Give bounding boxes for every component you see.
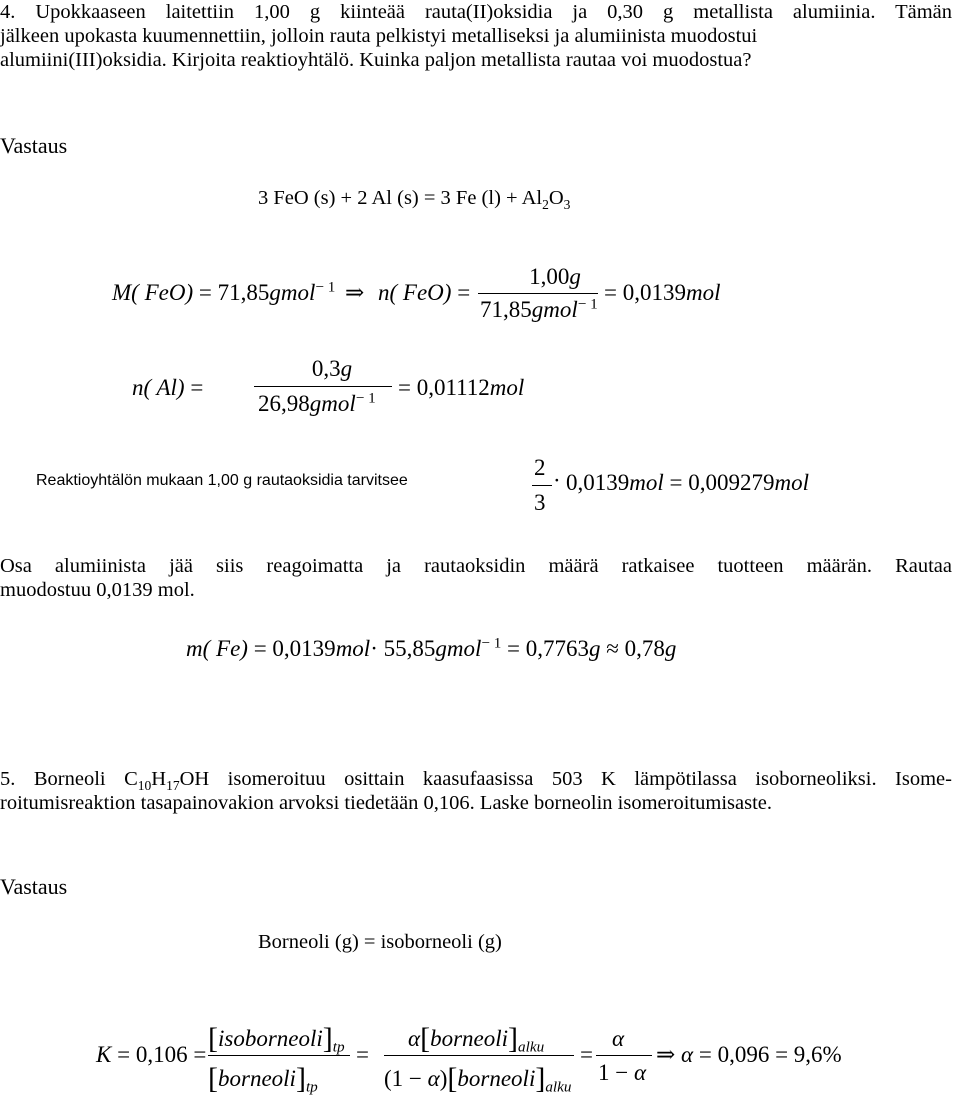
mass-molar-exponent: − 1 [481,634,502,652]
question-4 [0,0,952,72]
reaction-equation-1 [258,187,571,213]
reaction-equation-2: Borneoli (g) = isoborneoli (g) [258,931,502,953]
tp-subscript: tp [332,1038,345,1056]
ratio-fraction-bar [532,485,552,486]
reaction-1-sub-1: 2 [542,197,549,213]
equilibrium-constant-symbol: K [96,1042,112,1067]
denominator-value: 71,85 [480,297,532,322]
answer-heading-2: Vastaus [0,874,68,899]
fraction-3-denominator [598,1060,646,1086]
molar-mass-symbol: M [112,280,132,305]
isoborneoli-term: isoborneoli [218,1026,323,1051]
al-denominator-value: 26,98 [258,391,310,416]
al-result-unit: mol [489,375,525,400]
paren-close: ) [439,1066,448,1091]
al-denominator-unit: gmol [309,391,356,416]
conclusion-line-2: muodostuu 0,0139 mol. [0,579,195,601]
al-numerator-unit: g [340,356,353,381]
amount-al-equals: = [190,375,204,400]
ratio-dot: · [553,468,561,493]
fraction-2-numerator [408,1020,544,1054]
mass-molar-unit: gmol [435,636,482,661]
question-5 [0,767,952,815]
isomerization-degree: = 0,096 = 9,6% [698,1042,842,1067]
bracket-close: ] [322,1022,333,1055]
mass-molar-value: 55,85 [383,636,436,661]
molar-mass-argument: ( FeO) [131,280,194,305]
amount-symbol: n [378,280,390,305]
ratio-numerator: 2 [534,455,546,480]
alpha-symbol: α [681,1042,694,1067]
fraction-bar-al [254,386,392,387]
molar-mass-feo-expression [112,280,335,306]
ratio-result-value: = 0,009279 [669,470,775,495]
mass-symbol: m [186,636,203,661]
fraction-3-numerator [612,1026,624,1052]
ratio-value: 0,0139 [566,470,630,495]
answer-heading-1: Vastaus [0,133,68,158]
al-result-value: = 0,01112 [398,375,490,400]
amount-al-result [398,375,524,401]
question-5-line-1 [0,767,952,794]
reaction-1-sub-2: 3 [563,197,571,213]
mass-fe-expression [186,636,676,662]
mass-approx-unit: g [664,636,677,661]
bracket-close: ] [535,1062,546,1095]
fraction-feo-numerator [508,264,602,290]
ratio-expression [566,470,809,496]
fraction-bar-feo [478,293,598,294]
implies-symbol-1: ⇒ [345,280,365,305]
amount-argument: ( FeO) [389,280,452,305]
equilibrium-result [656,1042,842,1068]
question-5-rest: OH isomeroituu osittain kaasufaasissa 503 K lämpötilassa isoborneoliksi. Isome- [179,768,952,790]
numerator-unit: g [569,264,581,289]
fraction-1-numerator [208,1020,345,1054]
equals-3: = [580,1042,593,1067]
numerator-value: 1,00 [529,264,570,289]
bracket-open: [ [208,1062,218,1095]
hydrogen-symbol: H [151,768,167,790]
denominator-exponent: − 1 [577,295,598,313]
bracket-open: [ [447,1062,458,1095]
question-5-line-2: roitumisreaktion tasapainovakion arvoksi tiedetään 0,106. Laske borneolin isomeroitumisaste. [0,792,772,814]
mass-approx-value: 0,78 [624,636,665,661]
tp-subscript: tp [305,1078,318,1096]
alpha-symbol: α [408,1026,421,1051]
mass-result-unit: g [589,636,601,661]
bracket-open: [ [208,1022,218,1055]
mass-amount-value: = 0,0139 [253,636,336,661]
molar-mass-unit: gmol [269,280,316,305]
question-4-line-2: jälkeen upokasta kuumennettiin, jolloin rauta pelkistyi metalliseksi ja alumiinista muodostui [0,25,758,47]
question-5-start: 5. Borneoli C [0,768,138,790]
mass-dot: · [370,636,378,661]
fraction-bar-1 [208,1055,350,1056]
amount-feo-result [604,280,720,306]
equals-2: = [356,1042,369,1067]
carbon-subscript: 10 [137,778,152,794]
fraction-2-denominator [384,1060,571,1094]
borneoli-term: borneoli [430,1026,509,1051]
borneoli-term: borneoli [457,1066,536,1091]
amount-equals: = [457,280,471,305]
ratio-denominator: 3 [534,490,546,515]
equilibrium-lhs [96,1042,206,1068]
molar-mass-value: = 71,85 [198,280,270,305]
ratio-result-unit: mol [774,470,809,495]
alpha-symbol: α [427,1066,440,1091]
mass-result-value: = 0,7763 [507,636,590,661]
implies-symbol-2: ⇒ [656,1042,676,1067]
fraction-bar-3 [596,1055,652,1056]
alpha-symbol: α [612,1026,625,1051]
result-value: = 0,0139 [604,280,686,305]
fraction-bar-2 [384,1055,574,1056]
al-numerator-value: 0,3 [311,356,341,381]
amount-al-symbol: n [132,375,144,400]
amount-al-argument: ( Al) [143,375,185,400]
question-4-line-3: alumiini(III)oksidia. Kirjoita reaktioyhtälö. Kuinka paljon metallista rautaa voi muodostua? [0,49,752,71]
conclusion-paragraph [0,554,952,602]
mass-argument: ( Fe) [202,636,248,661]
equilibrium-constant-value: = 0,106 = [117,1042,207,1067]
conclusion-line-1: Osa alumiinista jää siis reagoimatta ja rautaoksidin määrä ratkaisee tuotteen määrän. Rautaa [0,555,952,577]
fraction-al-denominator [258,391,376,417]
alku-subscript: alku [518,1038,545,1056]
ratio-unit: mol [629,470,664,495]
ratio-text: Reaktioyhtälön mukaan 1,00 g rautaoksidia tarvitsee [36,472,408,489]
one-minus: (1 − [384,1066,422,1091]
al-denominator-exponent: − 1 [355,389,376,407]
one-minus: 1 − [598,1060,629,1085]
fraction-feo-denominator [480,297,598,323]
hydrogen-subscript: 17 [166,778,180,794]
amount-feo-lhs [378,280,470,306]
approx-symbol: ≈ [606,636,619,661]
bracket-close: ] [508,1022,519,1055]
reaction-1-oxygen: O [548,187,564,209]
bracket-open: [ [420,1022,431,1055]
reaction-1-main: 3 FeO (s) + 2 Al (s) = 3 Fe (l) + Al [258,187,543,209]
amount-al-lhs [132,375,203,401]
alku-subscript: alku [545,1078,572,1096]
borneoli-term: borneoli [218,1066,296,1091]
fraction-1-denominator [208,1060,318,1094]
molar-mass-exponent: − 1 [315,278,336,296]
fraction-al-numerator [282,356,382,382]
result-unit: mol [685,280,721,305]
bracket-close: ] [295,1062,306,1095]
question-4-line-1: 4. Upokkaaseen laitettiin 1,00 g kiinteää rauta(II)oksidia ja 0,30 g metallista alumiinia. Tämän [0,1,952,23]
alpha-symbol: α [633,1060,647,1085]
mass-amount-unit: mol [335,636,371,661]
denominator-unit: gmol [531,297,578,322]
